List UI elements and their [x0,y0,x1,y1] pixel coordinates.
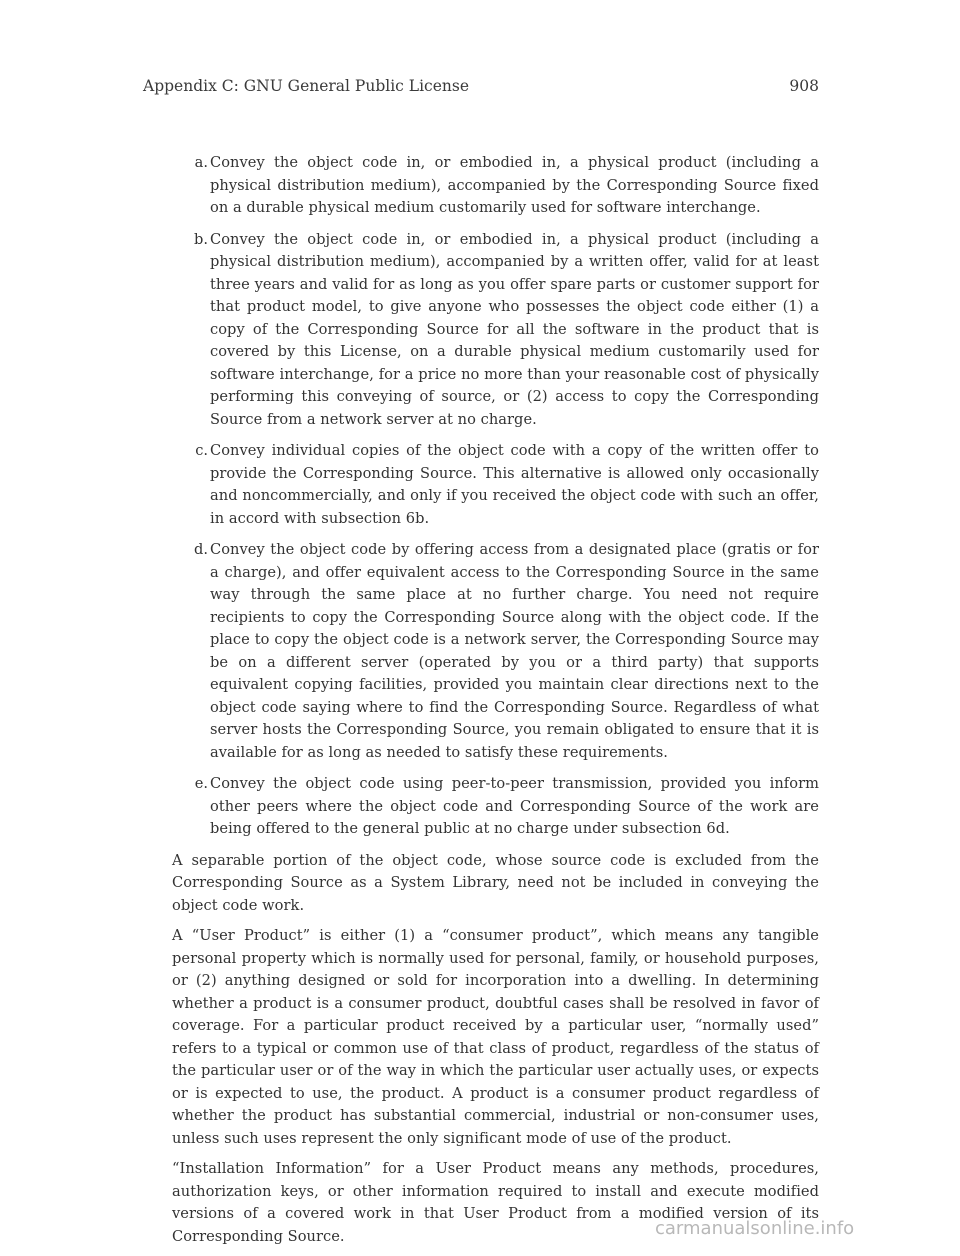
list-marker: a. [194,154,208,171]
page-number: 908 [789,77,819,95]
header-title: Appendix C: GNU General Public License [143,77,469,95]
paragraph-user-product: A “User Product” is either (1) a “consumer product”, which means any tangible personal property which is normally used for personal, family, or household purposes, or (2) anything designed or sold for incorporation into a dwelling. In determining whether a product is a consumer product, doubtful cases shall be resolved in favor of coverage. For a particular product received by a particular user, “normally used” refers to a typical or common use of that class of product, regardless of the status of the particular user or of the way in which the particular user actually uses, or expects or is expected to use, the product. A product is a consumer product regardless of whether the product has substantial commercial, industrial or non-consumer uses, unless such uses represent the only significant mode of use of the product. [172,927,819,1147]
list-marker: e. [194,775,208,792]
list-item-e [172,773,819,841]
list-item-text: Convey the object code in, or embodied in, a physical product (including a physical distribution medium), accompanied by the Corresponding Source fixed on a durable physical medium customarily used for software interchange. [210,154,819,216]
list-item-text: Convey individual copies of the object code with a copy of the written offer to provide the Corresponding Source. This alternative is allowed only occasionally and noncommercially, and only if you received the object code with such an offer, in accord with subsection 6b. [210,442,819,527]
list-item-a [172,152,819,220]
list-item-d [172,539,819,764]
paragraph-system-library: A separable portion of the object code, whose source code is excluded from the Corresponding Source as a System Library, need not be included in conveying the object code work. [172,851,819,914]
paragraph-installation-information: “Installation Information” for a User Product means any methods, procedures, authorization keys, or other information required to install and execute modified versions of a covered work in that User Product from a modified version of its Corresponding Source. [172,1160,819,1245]
list-item-b [172,229,819,432]
conveying-options-list [172,152,819,841]
list-item-text: Convey the object code using peer-to-peer transmission, provided you inform other peers where the object code and Corresponding Source of the work are being offered to the general public at no charge under subsection 6d. [210,775,819,837]
list-item-text: Convey the object code in, or embodied in, a physical product (including a physical distribution medium), accompanied by a written offer, valid for at least three years and valid for as long as you offer spare parts or customer support for that product model, to give anyone who possesses the object code either (1) a copy of the Corresponding Source for all the software in the product that is covered by this License, on a durable physical medium customarily used for software interchange, for a price no more than your reasonable cost of physically performing this conveying of source, or (2) access to copy the Corresponding Source from a network server at no charge. [210,230,819,428]
list-marker: c. [195,442,208,459]
list-marker: d. [194,541,208,558]
list-item-text: Convey the object code by offering access from a designated place (gratis or for a charge), and offer equivalent access to the Corresponding Source in the same way through the same place at no further charge. You need not require recipients to copy the Corresponding Source along with the object code. If the place to copy the object code is a network server, the Corresponding Source may be on a different server (operated by you or a third party) that supports equivalent copying facilities, provided you maintain clear directions next to the object code saying where to find the Corresponding Source. Regardless of what server hosts the Corresponding Source, you remain obligated to ensure that it is available for as long as needed to satisfy these requirements. [210,541,819,761]
watermark: carmanualsonline.info [655,1218,855,1239]
list-marker: b. [194,230,208,248]
list-item-c [172,440,819,530]
page-body [172,152,819,1256]
